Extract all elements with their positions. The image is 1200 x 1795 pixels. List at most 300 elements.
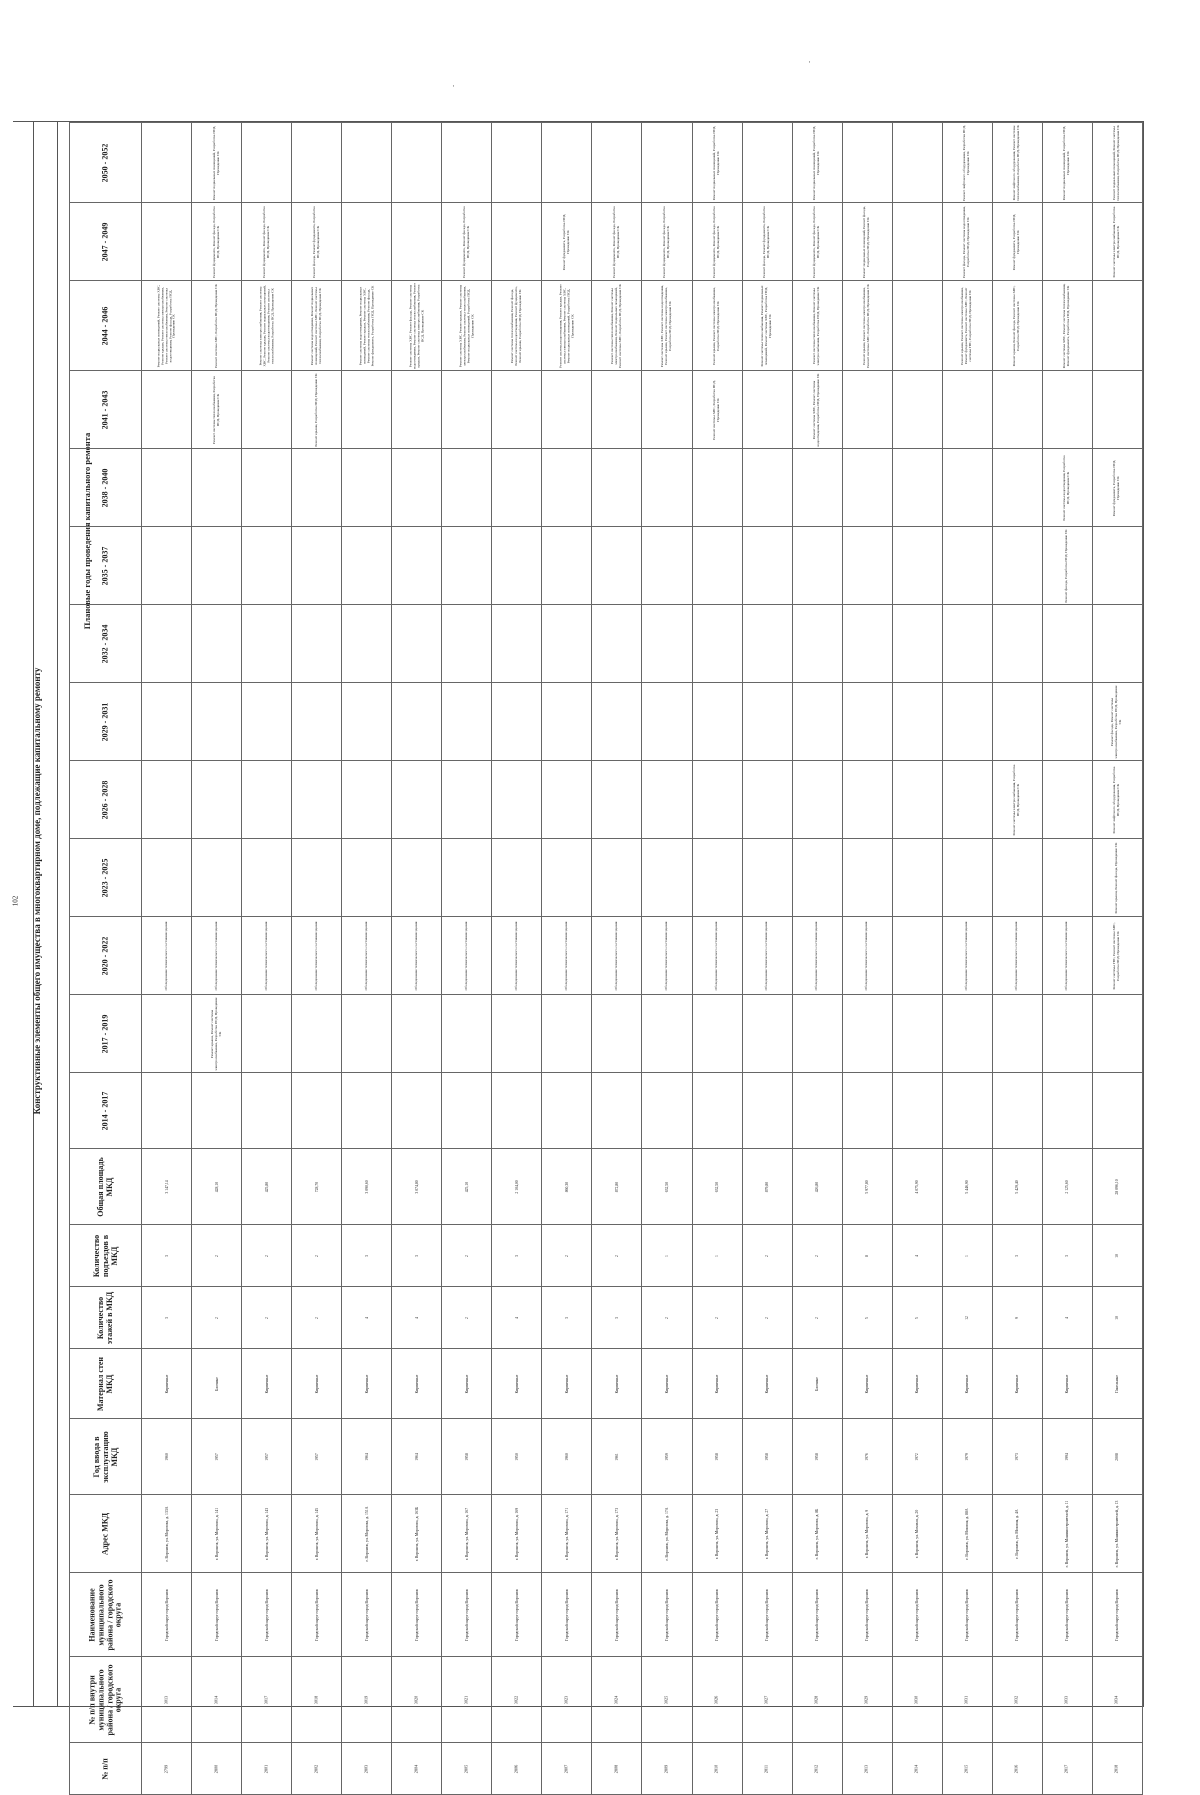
table-cell	[342, 123, 392, 203]
cell-text: 426,80	[815, 1181, 820, 1192]
cell-text: 872,80	[614, 1181, 619, 1192]
table-cell	[142, 1743, 192, 1795]
table-cell	[1042, 761, 1092, 839]
planned-years-heading: Плановые годы проведения капитального ремонта	[82, 432, 92, 630]
cell-text: Ремонт крыши, Ремонт системы электроснабжения, Ремонт системы ХВС, Разработка ПСД, Проведение СК	[862, 283, 871, 368]
cell-text: г. Воронеж, ул. Морозова, д. 133А	[164, 1506, 169, 1561]
cell-text: г. Воронеж, ул. Морозова, д. 173	[614, 1507, 619, 1560]
table-cell	[942, 1419, 992, 1495]
column-4	[70, 1419, 1143, 1495]
column-header-label: 2026 - 2028	[100, 780, 110, 819]
table-cell	[192, 449, 242, 527]
table-cell	[1092, 371, 1142, 449]
table-cell	[442, 527, 492, 605]
table-cell	[942, 761, 992, 839]
table-cell	[792, 1073, 842, 1149]
table-cell	[692, 1149, 742, 1225]
table-cell	[542, 527, 592, 605]
cell-text: 5 429,40	[1015, 1179, 1020, 1194]
cell-text: Ремонт системы электроснабжения, Разработка ПСД, Проведение СК	[1012, 764, 1021, 835]
table-cell	[792, 1495, 842, 1573]
table-cell	[542, 449, 592, 527]
table-cell	[642, 1349, 692, 1419]
cell-text: Кирпичные	[714, 1374, 719, 1393]
table-cell	[992, 371, 1042, 449]
table-cell	[542, 281, 592, 371]
cell-text: 2	[464, 1254, 469, 1257]
table-cell	[992, 1743, 1042, 1795]
table-cell	[892, 1225, 942, 1287]
table-cell	[892, 1149, 942, 1225]
table-cell	[892, 1657, 942, 1743]
table-cell	[142, 1073, 192, 1149]
cell-text: 1961	[614, 1452, 619, 1461]
table-cell	[242, 1287, 292, 1349]
table-cell	[792, 1225, 842, 1287]
cell-text: 2812	[813, 1764, 819, 1773]
table-cell	[1042, 203, 1092, 281]
table-cell	[342, 917, 392, 995]
cell-text: 2	[664, 1316, 669, 1319]
cell-text: Ремонт лифтового оборудования, Разработка ПСД, Проведение СК	[1112, 766, 1121, 833]
cell-text: Городской округ город Воронеж	[965, 1588, 970, 1641]
table-cell	[542, 1149, 592, 1225]
table-cell	[942, 1149, 992, 1225]
table-cell	[192, 917, 242, 995]
table-cell	[892, 449, 942, 527]
cell-text: 2	[214, 1316, 219, 1319]
table-cell	[542, 917, 592, 995]
table-cell	[1092, 281, 1142, 371]
cell-text: г. Воронеж, ул. Морозова, д. 169	[514, 1507, 519, 1560]
cell-text: Кирпичные	[264, 1374, 269, 1393]
cell-text: 2817	[1064, 1764, 1070, 1773]
table-cell	[1042, 527, 1092, 605]
cell-text: 1	[965, 1254, 970, 1257]
cell-text: 2814	[913, 1764, 919, 1773]
cell-text: Ремонт системы водоотведения, Разработка ПСД, Проведение СК	[1062, 454, 1071, 521]
cell-text: Ремонт системы теплоснабжения, Ремонт фасада, Ремонт системы водоотведения, Ремонт фундамента, Ремонт крыши, Разработка ПСД, Проведение СК	[510, 285, 522, 366]
cell-text: 632,50	[664, 1181, 669, 1192]
table-cell	[342, 1573, 392, 1657]
cell-text: 1994	[1065, 1452, 1070, 1461]
table-cell	[492, 527, 542, 605]
table-cell	[942, 995, 992, 1073]
table-cell	[742, 917, 792, 995]
column-13	[70, 761, 1143, 839]
column-19	[70, 281, 1143, 371]
table-cell	[942, 1743, 992, 1795]
cell-text: Ремонт фундамента, Разработка ПСД, Проведение СК	[1112, 459, 1121, 516]
table-cell	[392, 1349, 442, 1419]
table-cell	[892, 123, 942, 203]
cell-text: Ремонт лифтового оборудования, Ремонт системы теплоснабжения, Разработка ПСД, Проведение СК	[1012, 124, 1021, 201]
table-cell	[292, 1287, 342, 1349]
table-cell	[692, 1073, 742, 1149]
table-cell	[742, 1149, 792, 1225]
cell-text: 860,30	[564, 1181, 569, 1192]
table-cell	[942, 605, 992, 683]
cell-text: 3	[1015, 1254, 1020, 1257]
cell-text: 1964	[364, 1452, 369, 1461]
table-cell	[542, 761, 592, 839]
table-cell	[192, 1349, 242, 1419]
table-cell	[942, 1657, 992, 1743]
cell-text: Ремонт крыши, Ремонт фасада, Ремонт системы ХВС, Разработка ПСД, Проведение СК	[1012, 285, 1021, 366]
cell-text: Обследование технического состояния здания	[664, 921, 669, 990]
table-cell	[942, 1225, 992, 1287]
cell-text: Ремонт системы ХВС, Ремонт системы водоотведения, Ремонт крыши, Ремонт системы электроснабжения, Разработка ПСД, Проведение СК	[660, 284, 672, 367]
table-cell	[192, 1225, 242, 1287]
table-cell	[392, 605, 442, 683]
table-cell	[992, 527, 1042, 605]
table-cell	[1042, 1287, 1092, 1349]
table-cell	[292, 1743, 342, 1795]
table-cell	[342, 1225, 392, 1287]
table-cell	[692, 1349, 742, 1419]
cell-text: Кирпичные	[514, 1374, 519, 1393]
cell-text: 3	[614, 1316, 619, 1319]
cell-text: Ремонт подвальных помещений, Разработка ПСД, Проведение СК	[211, 125, 220, 200]
cell-text: Ремонт фундамента, Ремонт фасада, Разработка ПСД, Проведение СК	[612, 205, 620, 278]
table-cell	[492, 839, 542, 917]
table-cell	[492, 1657, 542, 1743]
table-cell	[592, 203, 642, 281]
table-cell	[392, 203, 442, 281]
table-cell	[392, 1149, 442, 1225]
table-cell	[642, 683, 692, 761]
cell-text: 3013	[163, 1695, 169, 1704]
table-cell	[592, 1495, 642, 1573]
column-header	[70, 123, 142, 203]
page-number: 102	[11, 895, 20, 907]
table-cell	[392, 449, 442, 527]
cell-text: 2008	[1115, 1452, 1120, 1461]
table-cell	[992, 1573, 1042, 1657]
table-cell	[492, 1349, 542, 1419]
cell-text: 2815	[963, 1764, 969, 1773]
cell-text: г. Воронеж, ул. Моховая, д. 4А	[1015, 1508, 1020, 1559]
table-cell	[1092, 123, 1142, 203]
table-cell	[192, 203, 242, 281]
table-cell	[542, 1573, 592, 1657]
table-cell	[292, 1149, 342, 1225]
table-cell	[942, 839, 992, 917]
cell-text: 1957	[314, 1452, 319, 1461]
table-cell	[242, 1657, 292, 1743]
table-cell	[942, 203, 992, 281]
cell-text: 2 104,00	[514, 1179, 519, 1194]
table-cell	[742, 1743, 792, 1795]
table-cell	[1092, 1419, 1142, 1495]
table-cell	[1092, 1073, 1142, 1149]
table-cell	[692, 1657, 742, 1743]
scan-speck: ·	[452, 81, 455, 91]
table-cell	[492, 1743, 542, 1795]
table-cell	[642, 281, 692, 371]
cell-text: 2	[214, 1254, 219, 1257]
column-header-label: Адрес МКД	[100, 1512, 110, 1555]
column-header	[70, 203, 142, 281]
cell-text: Ремонт системы ХВС, Ремонт системы водоотведения, Разработка ПСД, Проведение СК	[812, 372, 821, 447]
cell-text: Ремонт системы электроснабжения, Ремонт системы ХВС, Ремонт крыши, Ремонт подвальных помещений, Ремонт системы водоотведения, Ремонт системы теплоснабжения, Разработка ПСД, Проведение СК	[257, 284, 274, 367]
cell-text: 2	[714, 1316, 719, 1319]
column-15	[70, 605, 1143, 683]
cell-text: Ремонт системы водоотведения, Ремонт подвальных помещений, Ремонт крыши, Ремонт системы ХВС, Ремонт системы теплоснабжения, Ремонт фасада, Ремонт фундамента, Разработка ПСД, Проведение СК	[358, 285, 374, 366]
table-cell	[742, 1657, 792, 1743]
cell-text: 2	[815, 1316, 820, 1319]
table-cell	[642, 917, 692, 995]
cell-text: Ремонт системы теплоснабжения, Ремонт подвальных помещений, Ремонт системы ХВС, Разработка ПСД, Проведение СК	[760, 285, 772, 366]
column-21	[70, 123, 1143, 203]
table-cell	[192, 605, 242, 683]
table-cell	[242, 1349, 292, 1419]
column-header	[70, 1349, 142, 1419]
table-cell	[492, 683, 542, 761]
column-header	[70, 1495, 142, 1573]
cell-text: Обследование технического состояния здания	[714, 921, 719, 990]
table-cell	[692, 1419, 742, 1495]
table-cell	[792, 1349, 842, 1419]
cell-text: Городской округ город Воронеж	[614, 1588, 619, 1641]
cell-text: 2	[564, 1254, 569, 1257]
cell-text: Обследование технического состояния здания	[614, 921, 619, 990]
column-header	[70, 1573, 142, 1657]
cell-text: 2809	[663, 1764, 669, 1773]
table-cell	[742, 605, 792, 683]
table-cell	[242, 527, 292, 605]
table-cell	[192, 1419, 242, 1495]
table-cell	[842, 527, 892, 605]
cell-text: 2818	[1114, 1764, 1120, 1773]
table-cell	[292, 761, 342, 839]
table-cell	[142, 371, 192, 449]
cell-text: Панельные	[1115, 1374, 1120, 1393]
table-cell	[992, 605, 1042, 683]
table-cell	[742, 1495, 792, 1573]
table-cell	[142, 1657, 192, 1743]
cell-text: Обследование технического состояния здания	[814, 921, 819, 990]
table-cell	[192, 683, 242, 761]
column-header	[70, 683, 142, 761]
table-cell	[992, 917, 1042, 995]
table-cell	[892, 371, 942, 449]
table-cell	[292, 605, 342, 683]
table-cell	[492, 761, 542, 839]
table-cell	[542, 995, 592, 1073]
table-cell	[142, 203, 192, 281]
cell-text: 3014	[213, 1695, 219, 1704]
table-cell	[342, 203, 392, 281]
table-cell	[342, 281, 392, 371]
cell-text: 1964	[414, 1452, 419, 1461]
table-cell	[692, 995, 742, 1073]
cell-text: Ремонт подвальных помещений, Ремонт фасада, Разработка ПСД, Проведение СК	[862, 205, 871, 278]
table-cell	[842, 1349, 892, 1419]
table-cell	[642, 123, 692, 203]
column-header-label: 2044 - 2046	[100, 306, 110, 345]
cell-text: Городской округ город Воронеж	[664, 1588, 669, 1641]
cell-text: Ремонт системы ХВС, Разработка ПСД, Проведение СК	[213, 283, 218, 368]
table-cell	[242, 281, 292, 371]
table-cell	[392, 371, 442, 449]
table-cell	[692, 527, 742, 605]
cell-text: Ремонт фасада, Ремонт фундамента, Разработка ПСД, Проведение СК	[762, 205, 771, 278]
table-cell	[542, 203, 592, 281]
table-cell	[692, 1225, 742, 1287]
table-cell	[342, 761, 392, 839]
table-cell	[192, 1743, 242, 1795]
table-cell	[692, 683, 742, 761]
table-cell	[192, 123, 242, 203]
table-cell	[692, 1495, 742, 1573]
table-cell	[242, 1419, 292, 1495]
cell-text: Городской округ город Воронеж	[1065, 1588, 1070, 1641]
table-cell	[292, 917, 342, 995]
cell-text: Городской округ город Воронеж	[1115, 1588, 1120, 1641]
column-6	[70, 1287, 1143, 1349]
cell-text: 8	[865, 1254, 870, 1257]
cell-text: Кирпичные	[1015, 1374, 1020, 1393]
table-cell	[592, 527, 642, 605]
table-cell	[692, 1287, 742, 1349]
table-cell	[592, 917, 642, 995]
table-cell	[692, 1573, 742, 1657]
table-cell	[142, 605, 192, 683]
table-cell	[142, 1495, 192, 1573]
table-cell	[492, 281, 542, 371]
table-cell	[842, 1287, 892, 1349]
table-cell	[242, 839, 292, 917]
table-cell	[442, 203, 492, 281]
cell-text: 3 090,60	[364, 1179, 369, 1194]
table-cell	[242, 1225, 292, 1287]
table-cell	[992, 123, 1042, 203]
capital-repair-table	[69, 122, 1143, 1795]
table-cell	[892, 1287, 942, 1349]
table-cell	[442, 1743, 492, 1795]
table-cell	[742, 1349, 792, 1419]
table-cell	[1092, 203, 1142, 281]
cell-text: Обследование технического состояния здания	[1064, 921, 1069, 990]
cell-text: 2 125,60	[1065, 1179, 1070, 1194]
cell-text: 2807	[563, 1764, 569, 1773]
table-cell	[342, 1495, 392, 1573]
table-cell	[642, 449, 692, 527]
table-cell	[992, 1225, 1042, 1287]
cell-text: Городской округ город Воронеж	[564, 1588, 569, 1641]
cell-text: 2808	[613, 1764, 619, 1773]
cell-text: Ремонт фасада, Ремонт фундамента, Разработка ПСД, Проведение СК	[311, 205, 320, 278]
table-cell	[642, 995, 692, 1073]
table-cell	[442, 1073, 492, 1149]
column-header	[70, 1287, 142, 1349]
table-cell	[592, 1419, 642, 1495]
cell-text: Ремонт системы водоотведения, Ремонт крыши, Ремонт системы электроснабжения, Ремонт системы ХВС, Ремонт подвальных помещений, Разработка ПСД, Проведение СК	[558, 283, 574, 368]
table-cell	[1042, 995, 1092, 1073]
column-header	[70, 527, 142, 605]
table-cell	[342, 683, 392, 761]
table-cell	[142, 1149, 192, 1225]
cell-text: Ремонт системы теплоснабжения, Ремонт системы электроснабжения, Разработка ПСД, Проведение СК	[812, 286, 821, 365]
table-cell	[842, 1495, 892, 1573]
cell-text: г. Воронеж, ул. Морозова, д. 151А	[364, 1506, 369, 1561]
cell-text: г. Воронеж, ул. Морозова, д. 17А	[664, 1506, 669, 1561]
table-cell	[592, 281, 642, 371]
table-cell	[1092, 1573, 1142, 1657]
table-cell	[492, 995, 542, 1073]
cell-text: Блочные	[815, 1376, 820, 1391]
table-cell	[242, 683, 292, 761]
table-cell	[542, 605, 592, 683]
table-cell	[292, 371, 342, 449]
cell-text: Городской округ город Воронеж	[714, 1588, 719, 1641]
table-cell	[242, 1149, 292, 1225]
table-cell	[142, 1349, 192, 1419]
table-cell	[742, 761, 792, 839]
table-cell	[542, 371, 592, 449]
table-cell	[892, 995, 942, 1073]
column-header	[70, 281, 142, 371]
table-cell	[192, 839, 242, 917]
table-cell	[742, 839, 792, 917]
table-cell	[442, 449, 492, 527]
table-cell	[892, 1573, 942, 1657]
table-cell	[742, 371, 792, 449]
cell-text: Ремонт системы теплоснабжения, Ремонт системы электроснабжения, Ремонт подвальных помещений, Ремонт системы ХВС, Разработка ПСД, Проведение СК	[610, 283, 622, 368]
table-cell	[992, 449, 1042, 527]
column-header-label: 2047 - 2049	[100, 222, 110, 261]
table-cell	[792, 371, 842, 449]
table-cell	[242, 1073, 292, 1149]
table-cell	[842, 371, 892, 449]
cell-text: 1972	[915, 1452, 920, 1461]
table-cell	[642, 527, 692, 605]
table-cell	[342, 605, 392, 683]
cell-text: 2	[614, 1254, 619, 1257]
cell-text: Городской округ город Воронеж	[214, 1588, 219, 1641]
table-cell	[992, 203, 1042, 281]
cell-text: 3	[414, 1254, 419, 1257]
table-cell	[1092, 1149, 1142, 1225]
cell-text: г. Воронеж, ул. Морозова, д. 143	[264, 1507, 269, 1560]
cell-text: Городской округ город Воронеж	[314, 1588, 319, 1641]
table-cell	[642, 605, 692, 683]
column-header-label: Количество подъездов в МКД	[91, 1234, 118, 1277]
table-cell	[842, 123, 892, 203]
table-cell	[442, 917, 492, 995]
cell-text: 1960	[164, 1452, 169, 1461]
column-header	[70, 371, 142, 449]
table-cell	[592, 683, 642, 761]
cell-text: 3 074,80	[414, 1179, 419, 1194]
table-cell	[792, 1573, 842, 1657]
column-header-label: 2050 - 2052	[100, 143, 110, 182]
table-cell	[1042, 683, 1092, 761]
table-cell	[942, 1287, 992, 1349]
table-cell	[142, 995, 192, 1073]
table-cell	[792, 281, 842, 371]
cell-text: 1959	[664, 1452, 669, 1461]
table-cell	[292, 449, 342, 527]
cell-text: 2803	[363, 1764, 369, 1773]
cell-text: Ремонт крыши, Ремонт фасада, Проведение СК	[1114, 842, 1119, 913]
table-cell	[642, 839, 692, 917]
table-cell	[792, 1419, 842, 1495]
cell-text: 1958	[464, 1452, 469, 1461]
table-cell	[592, 371, 642, 449]
table-cell	[292, 995, 342, 1073]
